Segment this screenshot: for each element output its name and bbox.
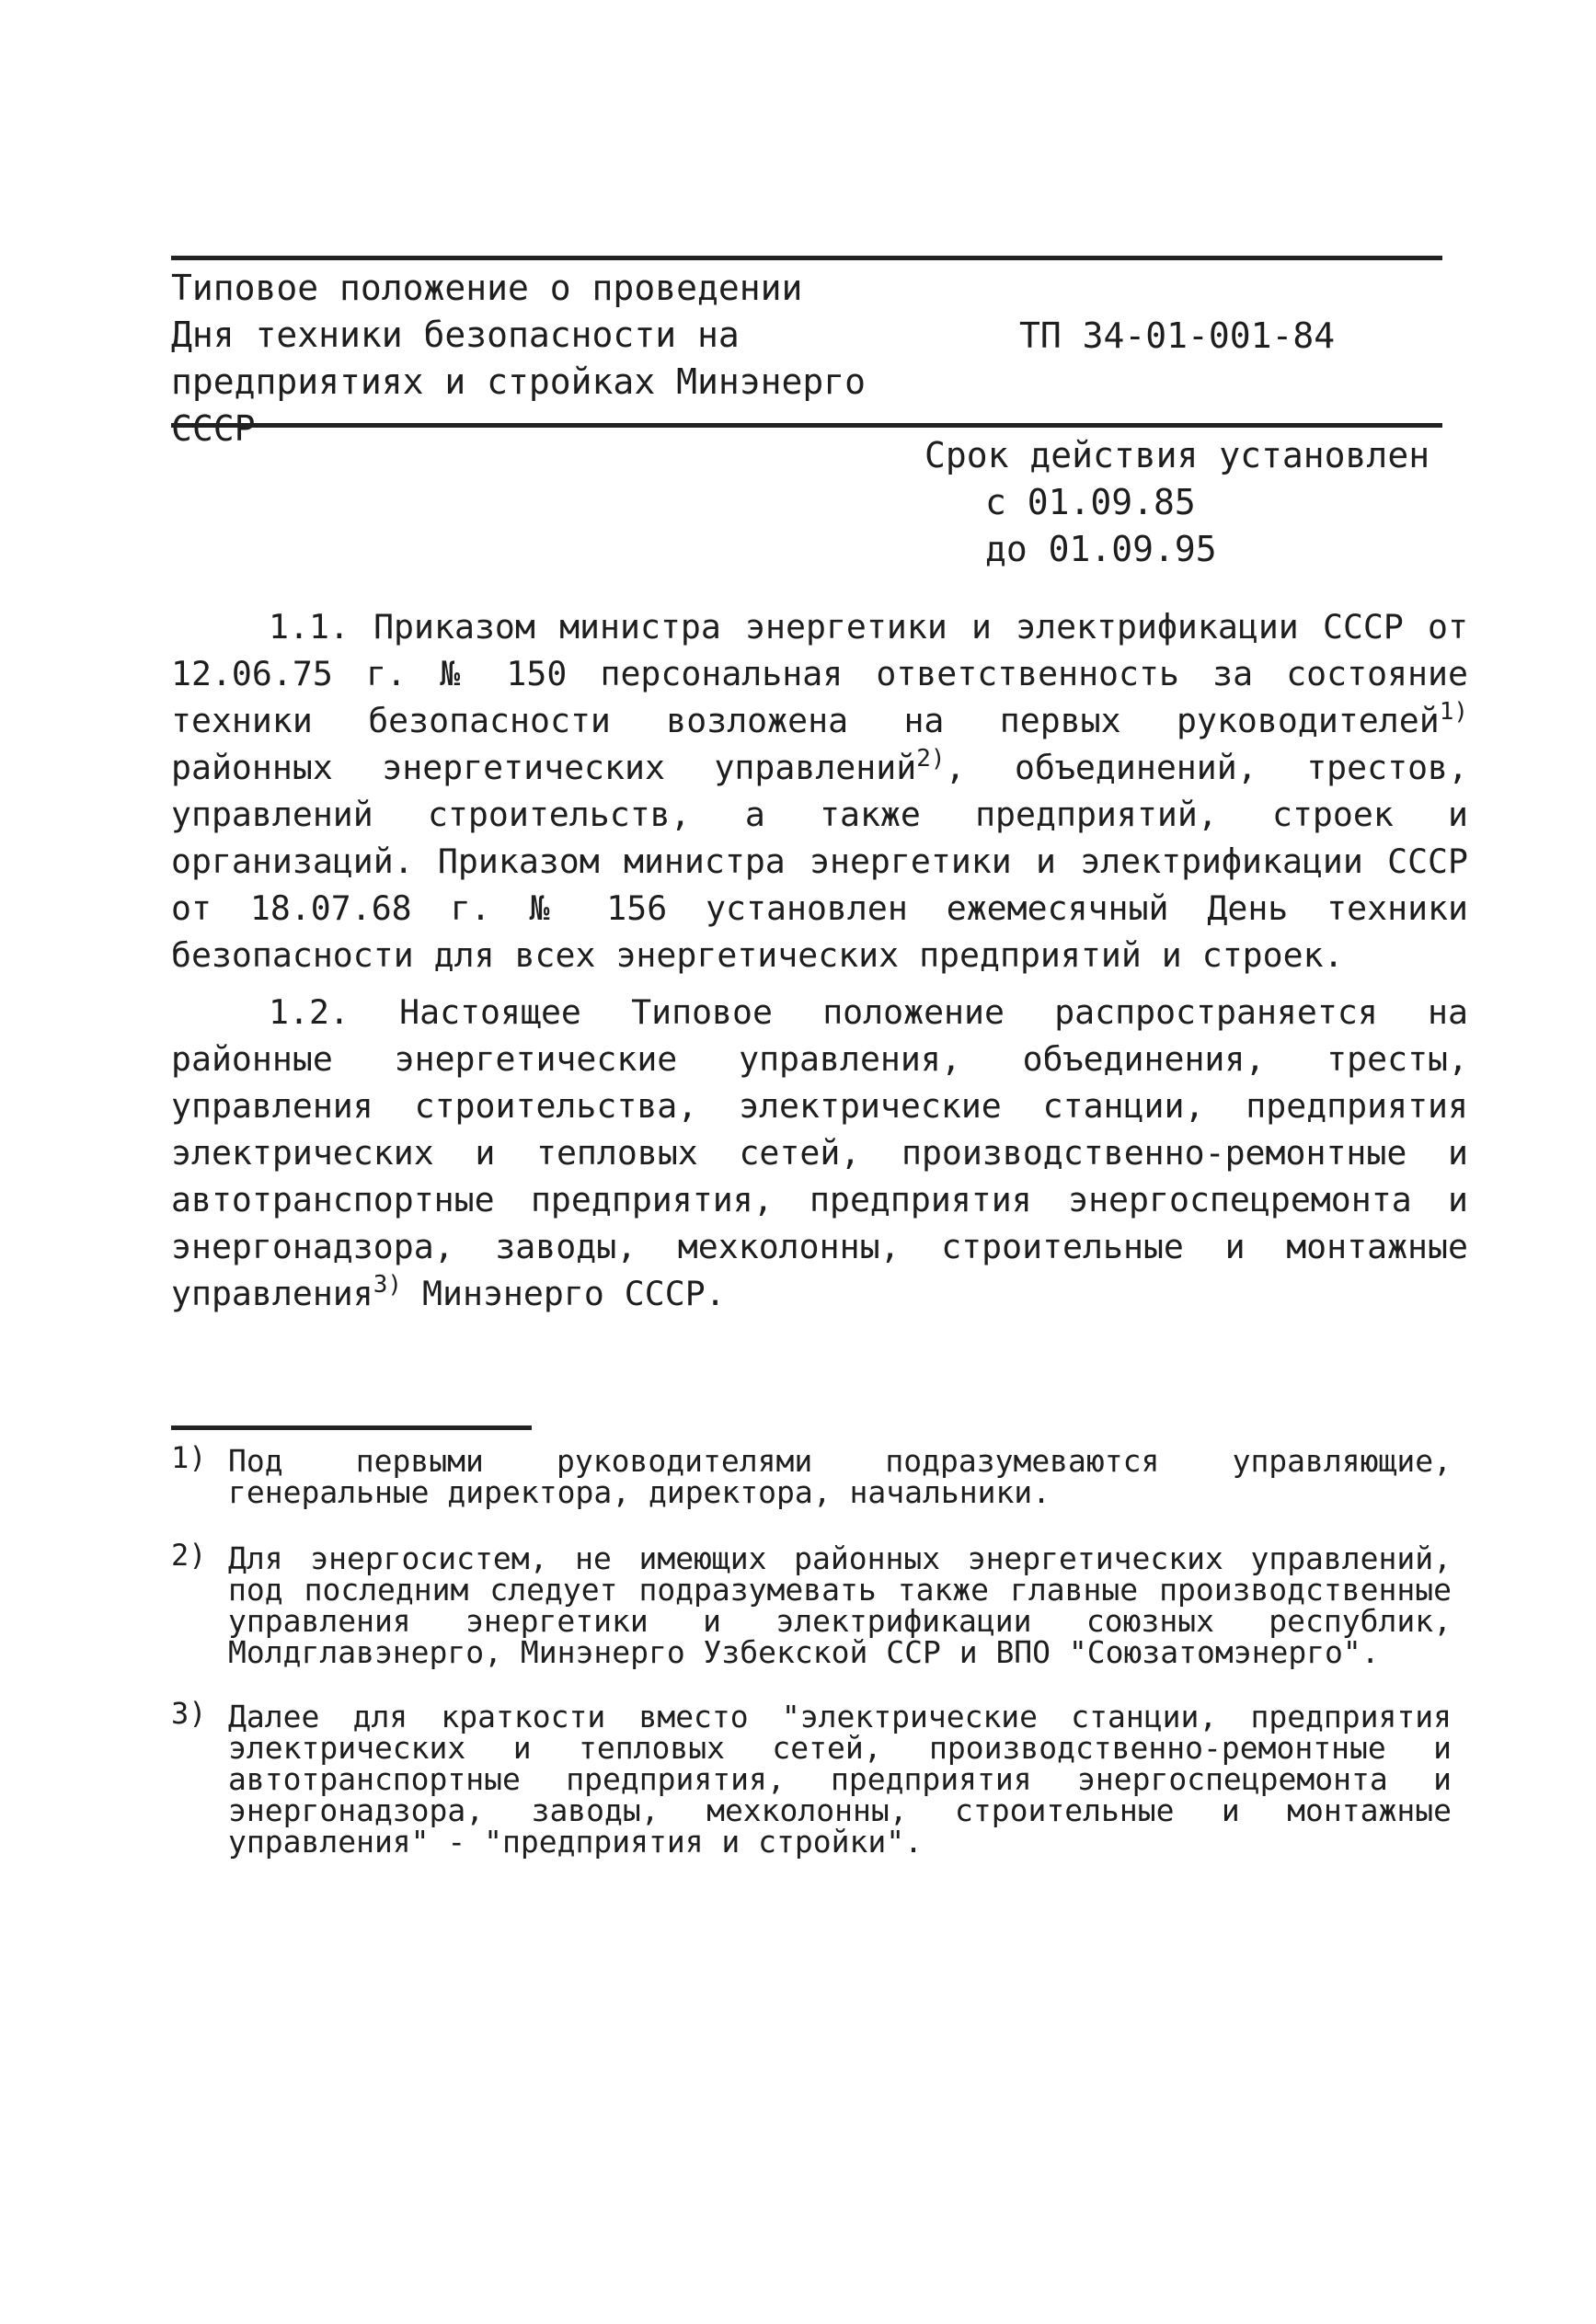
footnote-number: 3) (171, 1696, 207, 1731)
footnote-separator (171, 1425, 532, 1430)
paragraph-text: Минэнерго СССР. (402, 1274, 726, 1313)
header-bottom-rule (171, 423, 1442, 428)
footnote-mark-2: 2) (916, 745, 946, 773)
document-code: ТП 34-01-001-84 (1019, 315, 1336, 356)
footnote-number: 1) (171, 1440, 207, 1475)
paragraph-1-2 (171, 989, 1468, 1317)
header-top-rule (171, 256, 1442, 260)
footnote-text: Далее для краткости вместо "электрические станции, предприятия электрических и тепловых сетей, производственно-ремонтные и автотранспортные предприятия, предприятия энергоспецремонта и энергонадзора, заводы, мехколонны, строительные и монтажные управления" - "предприятия и стройки". (228, 1699, 1452, 1860)
footnote-text: Для энергосистем, не имеющих районных энергетических управлений, под последним следует подразумевать также главные производственные управления энергетики и электрификации союзных республик, Молдглавэнерго, Минэнерго Узбекской ССР и ВПО "Союзатомэнерго". (228, 1540, 1452, 1670)
footnote-mark-1: 1) (1439, 698, 1468, 726)
paragraph-text: , объединений, трестов, управлений строительств, а также предприятий, строек и организаций. Приказом министра энергетики и электрификации СССР от 18.07.68 г. № 156 установлен ежемесячный День техники безопасности для всех энергетических предприятий и строек. (171, 748, 1468, 975)
validity-end: до 01.09.95 (985, 529, 1217, 569)
title-line-1: Типовое положение о проведении (171, 268, 803, 308)
footnote-text: Под первыми руководителями подразумеваются управляющие, генеральные директора, директора, начальники. (228, 1443, 1452, 1510)
validity-period (924, 432, 1430, 573)
paragraph-text: 1.1. Приказом министра энергетики и электрификации СССР от 12.06.75 г. № 150 персональная ответственность за состояние техники безопасности возложена на первых руководителей (171, 607, 1468, 740)
paragraph-1-1 (171, 603, 1468, 979)
paragraph-text: 1.2. Настоящее Типовое положение распространяется на районные энергетические управления, объединения, тресты, управления строительства, электрические станции, предприятия электрических и тепловых сетей, производственно-ремонтные и автотранспортные предприятия, предприятия энергоспецремонта и энергонадзора, заводы, мехколонны, строительные и монтажные управления (171, 992, 1468, 1313)
paragraph-text: районных энергетических управлений (171, 748, 917, 787)
footnote-number: 2) (171, 1538, 207, 1573)
title-line-3: предприятиях и стройках Минэнерго СССР (171, 361, 866, 449)
validity-start: с 01.09.85 (985, 482, 1196, 522)
footnote-mark-3: 3) (373, 1271, 403, 1299)
validity-label: Срок действия установлен (924, 435, 1430, 475)
title-line-2: Дня техники безопасности на (171, 315, 740, 355)
